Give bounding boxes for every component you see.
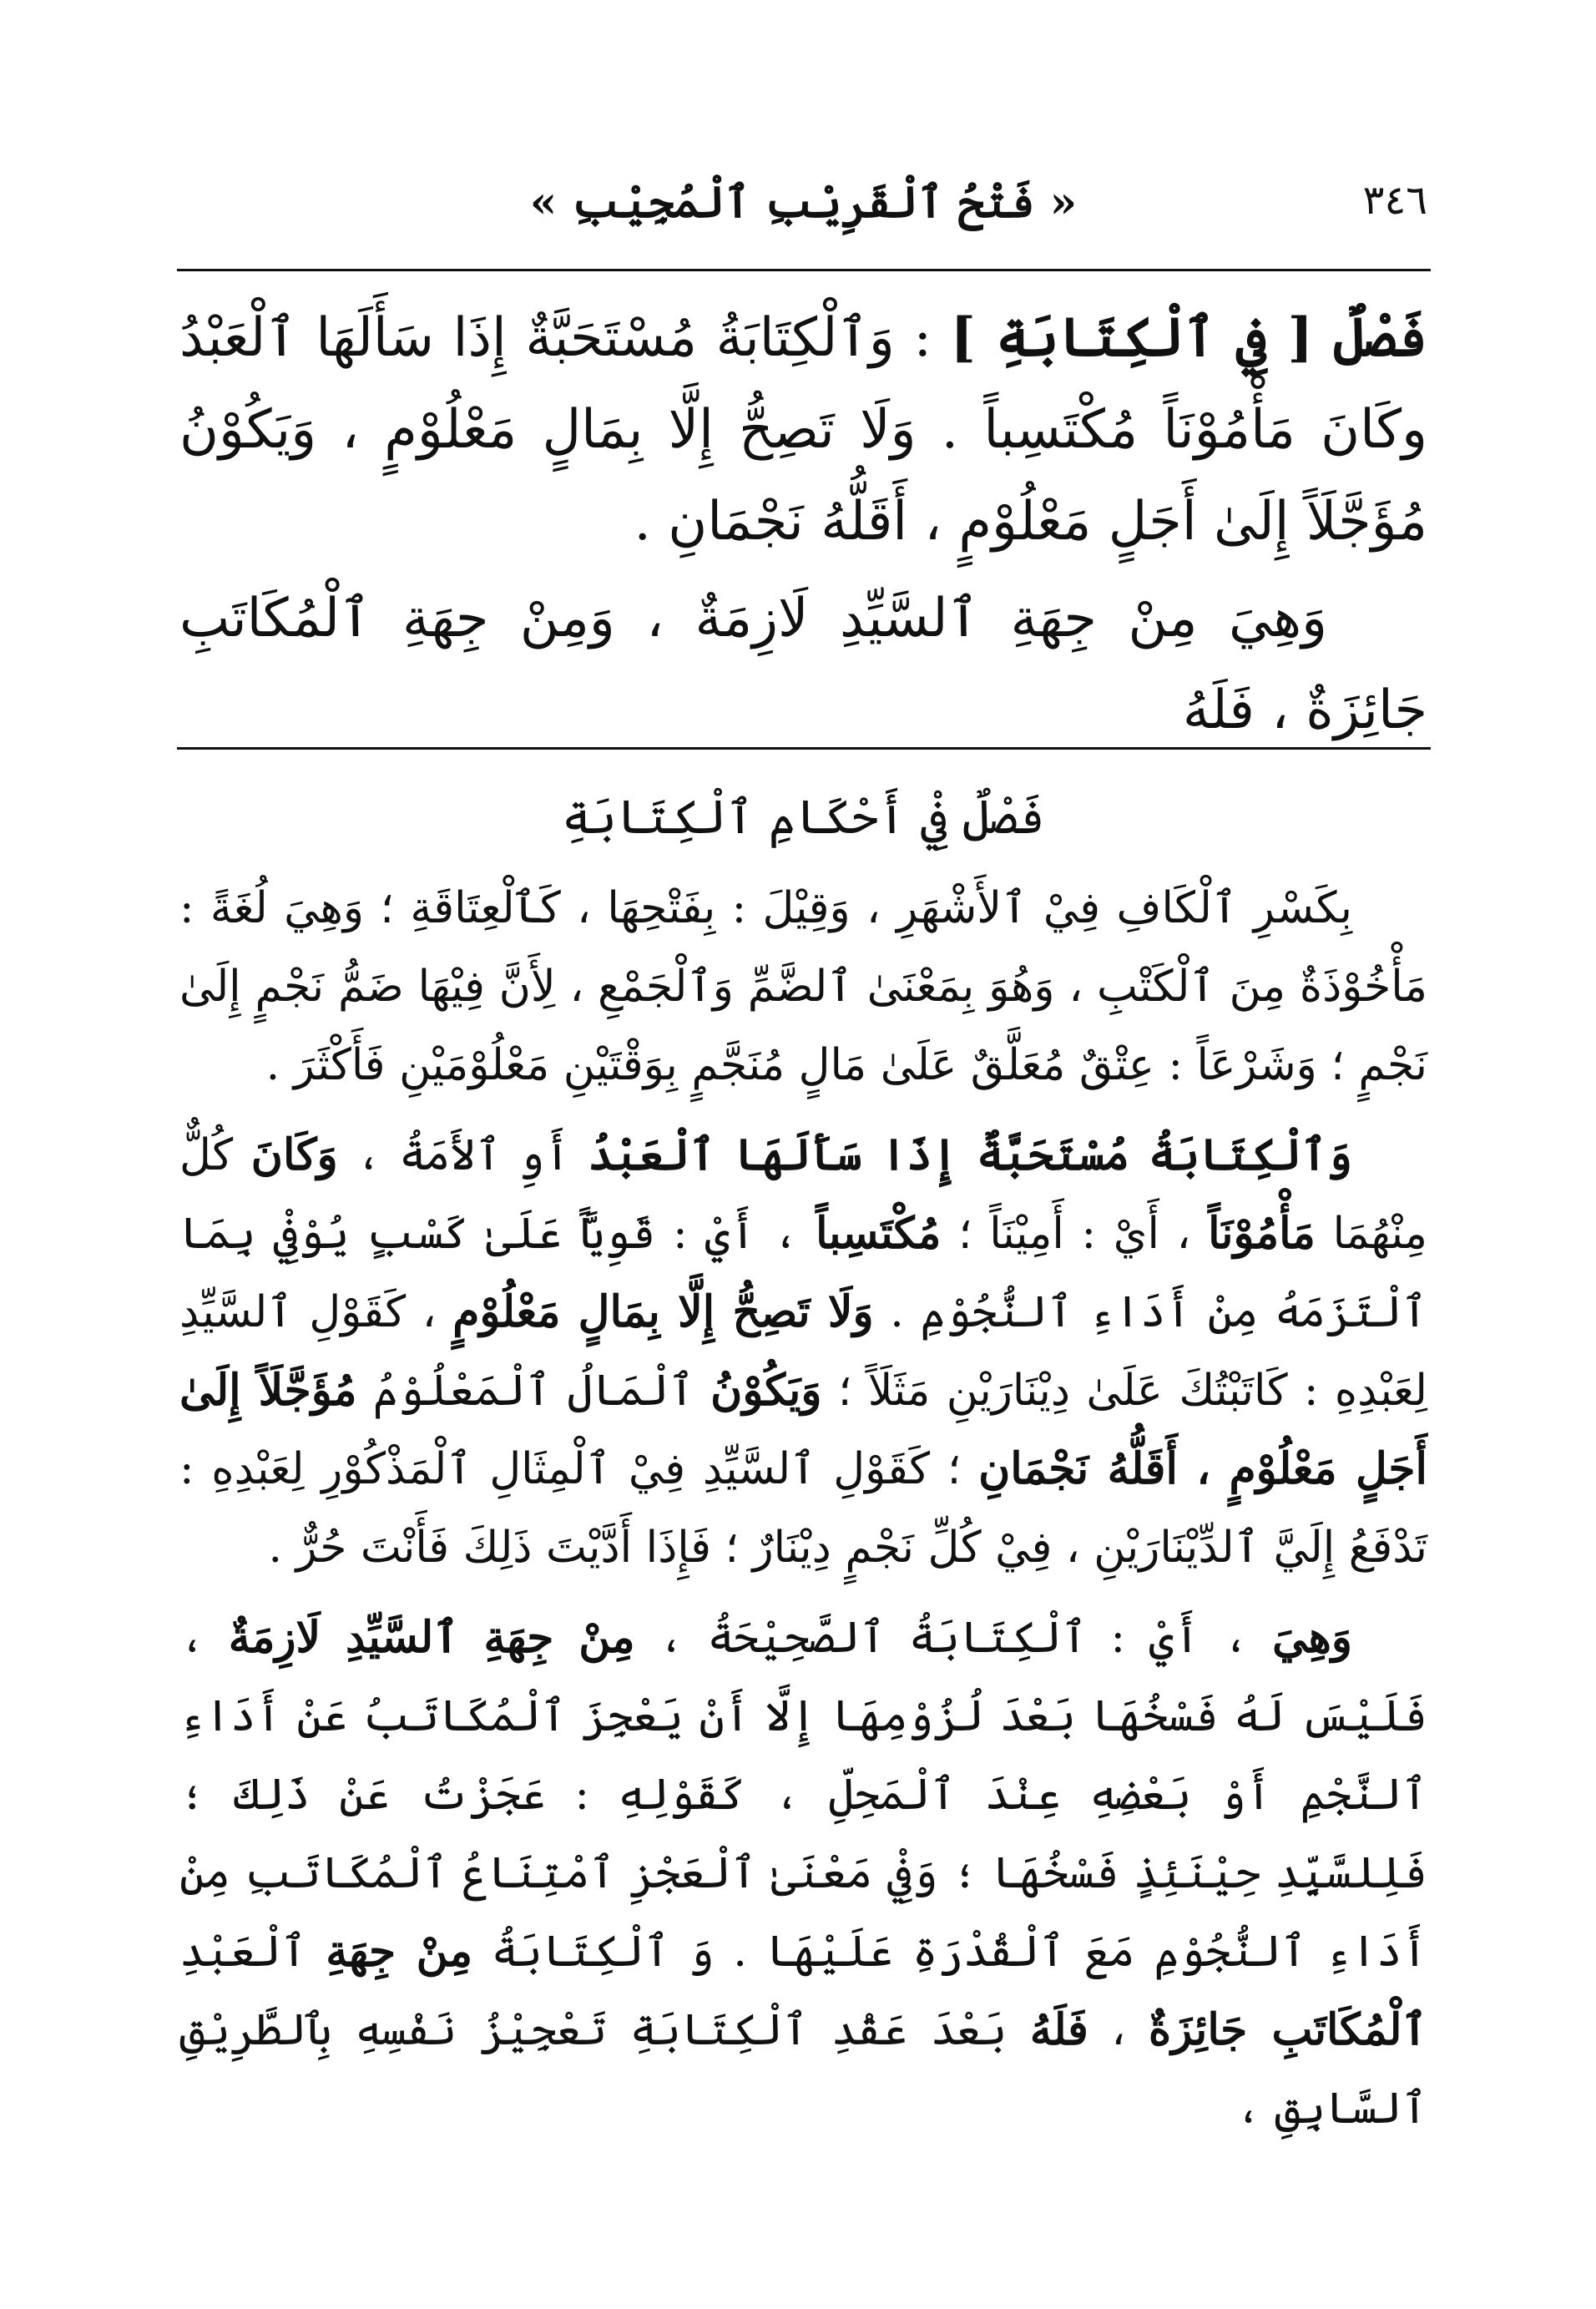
commentary-text: ، أَيْ : قَوِيَّاً عَلَىٰ كَسْبٍ يُوْفِيْ بِمَا ٱلْتَزَمَهُ مِنْ أَدَاءِ ٱلنُّجُوْمِ . [179,1209,1427,1337]
commentary-text: ، أَيْ : ٱلْكِتَابَةُ ٱلصَّحِيْحَةُ ، [634,1613,1273,1663]
commentary-text: أَوِ ٱلأَمَةُ ، [337,1130,588,1180]
matn-text: : وَٱلْكِتَابَةُ مُسْتَحَبَّةٌ إِذَا سَأَلَهَا ٱلْعَبْدُ وكَانَ مَأْمُوْنَاً مُكْتَسِباً . وَلَا تَصِحُّ إِلَّا بِمَالٍ مَعْلُوْمٍ ، وَيَكُوْنُ مُؤَجَّلَاً إِلَىٰ أَجَلٍ مَعْلُوْمٍ ، أَقَلُّهُ نَجْمَانِ . [179,307,1427,553]
header-rule [177,269,1431,271]
quoted-matn: مُؤَجَّلَاً إِلَىٰ أَجَلٍ مَعْلُوْمٍ ، أَقَلُّهُ نَجْمَانِ [179,1365,1427,1494]
commentary-paragraph: بِكَسْرِ ٱلْكَافِ فِيْ ٱلأَشْهَرِ ، وَقِيْلَ : بِفَتْحِهَا ، كَٱلْعِتَاقَةِ ؛ وَهِيَ لُغَةً : مَأْخُوْذَةٌ مِنَ ٱلْكَتْبِ ، وَهُوَ بِمَعْنَىٰ ٱلضَّمِّ وَٱلْجَمْعِ ، لِأَنَّ فِيْهَا ضَمُّ نَجْمٍ إِلَىٰ نَجْمٍ ؛ وَشَرْعَاً : عِتْقٌ مُعَلَّقٌ عَلَىٰ مَالٍ مُنَجَّمٍ بِوَقْتَيْنِ مَعْلُوْمَيْنِ فَأَكْثَرَ . [179,883,1427,1090]
quoted-matn: وَلَا تَصِحُّ إِلَّا بِمَالٍ مَعْلُوْمٍ [452,1286,874,1337]
commentary-text: بَعْدَ عَقْدِ ٱلْكِتَابَةِ تَعْجِيْزُ نَفْسِهِ بِٱلطَّرِيْقِ ٱلسَّابِقِ ، [179,2005,1427,2134]
page-number: ٣٤٦ [1362,177,1427,224]
quoted-matn: ٱلْمُكَاتَبِ جَائِزَةٌ [1148,2004,1427,2055]
matn-paragraph [179,292,1427,568]
quoted-matn: وَيَكُوْنُ [710,1365,822,1416]
commentary-text: ، أَيْ : أَمِيْنَاً ؛ [941,1209,1209,1259]
commentary-paragraph [179,1116,1427,1587]
running-header [179,160,1427,252]
quoted-matn: وَكَانَ [250,1129,338,1180]
commentary-text: ، كَقَوْلِ ٱلسَّيِّدِ لِعَبْدِهِ : كَاتَبْتُكَ عَلَىٰ دِيْنَارَيْنِ مَثَلَاً ؛ [179,1287,1427,1416]
book-title: « فَتْحُ ٱلْقَرِيْبِ ٱلْمُجِيْبِ » [529,177,1078,228]
quoted-matn: مِنْ جِهَةِ [326,1926,473,1977]
matn-text-block [179,292,1427,756]
quoted-matn: مَأْمُوْنَاً [1208,1208,1316,1259]
commentary-text: ، [1088,2005,1149,2055]
commentary-text: ؛ كَقَوْلِ ٱلسَّيِّدِ فِيْ ٱلْمِثَالِ ٱلْمَذْكُوْرِ لِعَبْدِهِ : تَدْفَعُ إِلَيَّ ٱلدِّيْنَارَيْنِ ، فِيْ كُلِّ نَجْمٍ دِيْنَارٌ ؛ فَإِذَا أَدَّيْتَ ذَلِكَ فَأَنْتَ حُرٌّ . [179,1444,1427,1573]
quoted-matn: وَهِيَ [1272,1612,1352,1663]
commentary-block [179,772,1427,2160]
commentary-heading: فَصْلٌ فِيْ أَحْكَامِ ٱلْكِتَابَةِ [562,791,1045,845]
matn-heading: فَصْلٌ [ فِي ٱلْكِتَابَةِ ] [950,306,1428,369]
quoted-matn: مِنْ جِهَةِ ٱلسَّيِّدِ لَازِمَةٌ [228,1612,635,1663]
commentary-text: ٱلْعَبْدِ [179,1927,326,1977]
commentary-text: كُلٌّ مِنْهُمَا [179,1130,1427,1259]
commentary-paragraph [179,1599,1427,2148]
commentary-text: ، فَلَيْسَ لَهُ فَسْخُهَا بَعْدَ لُزُوْمِهَا إِلَّا أَنْ يَعْجِزَ ٱلْمُكَاتَبُ عَنْ أَدَاءِ ٱلنَّجْمِ أَوْ بَعْضِهِ عِنْدَ ٱلْمَحِلِّ ، كَقَوْلِهِ : عَجَزْتُ عَنْ ذَلِكَ ؛ فَلِلسَّيِّدِ حِيْنَئِذٍ فَسْخُهَا ؛ وَفِيْ مَعْنَىٰ ٱلْعَجْزِ ٱمْتِنَاعُ ٱلْمُكَاتَبِ مِنْ أَدَاءِ ٱلنُّجُوْمِ مَعَ ٱلْقُدْرَةِ عَلَيْهَا . وَ ٱلْكِتَابَةُ [179,1613,1427,1977]
matn-paragraph: وَهِيَ مِنْ جِهَةِ ٱلسَّيِّدِ لَازِمَةٌ ، وَمِنْ جِهَةِ ٱلْمُكَاتَبِ جَائِزَةٌ ، فَلَهُ [179,588,1427,741]
quoted-matn: وَٱلْكِتَابَةُ مُسْتَحَبَّةٌ إِذَا سَأَلَهَا ٱلْعَبْدُ [588,1129,1353,1180]
quoted-matn: فَلَهُ [1029,2004,1088,2055]
quoted-matn: مُكْتَسِباً [816,1208,942,1259]
commentary-divider [177,747,1431,750]
commentary-text: ٱلْمَالُ ٱلْمَعْلُوْمُ [356,1366,711,1416]
